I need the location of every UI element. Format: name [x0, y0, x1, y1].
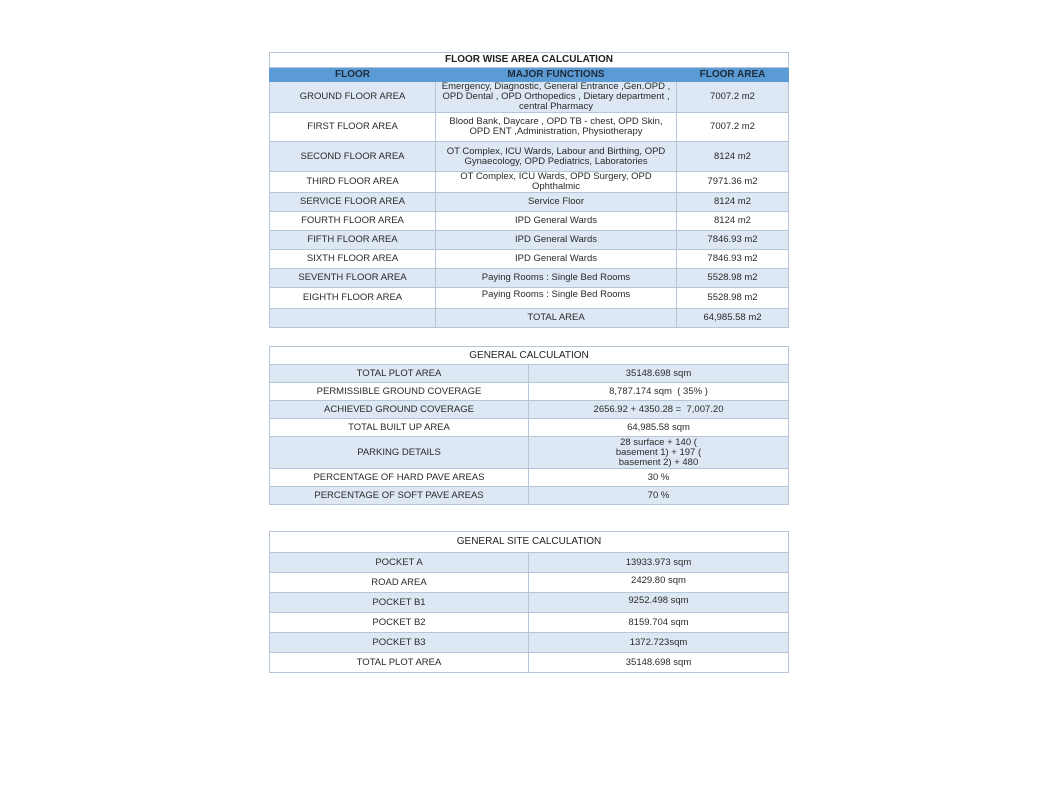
floor-area: 8124 m2: [677, 212, 789, 231]
floor-table-title: FLOOR WISE AREA CALCULATION: [270, 53, 789, 68]
floor-area: 5528.98 m2: [677, 269, 789, 288]
floor-functions: Blood Bank, Daycare , OPD TB - chest, OPD Skin, OPD ENT ,Administration, Physiotherapy: [436, 113, 677, 142]
table-row: [270, 212, 789, 231]
table-row: [270, 419, 789, 437]
header-floor: FLOOR: [270, 68, 436, 82]
floor-name: EIGHTH FLOOR AREA: [270, 288, 436, 309]
floor-functions: IPD General Wards: [436, 231, 677, 250]
table-row: [270, 142, 789, 172]
calc-value: 30 %: [529, 469, 789, 487]
calc-value: 2656.92 + 4350.28 = 7,007.20: [529, 401, 789, 419]
site-value: 1372.723sqm: [529, 633, 789, 653]
calc-value: 70 %: [529, 487, 789, 505]
total-label: TOTAL AREA: [436, 309, 677, 328]
floor-area: 7007.2 m2: [677, 113, 789, 142]
site-label: ROAD AREA: [270, 573, 529, 593]
site-label: POCKET A: [270, 553, 529, 573]
calc-value: 64,985.58 sqm: [529, 419, 789, 437]
calc-label: PERCENTAGE OF HARD PAVE AREAS: [270, 469, 529, 487]
table-row: [270, 437, 789, 469]
table-row: [270, 269, 789, 288]
table-row: [270, 250, 789, 269]
floor-name: SEVENTH FLOOR AREA: [270, 269, 436, 288]
table-row: [270, 113, 789, 142]
floor-functions: OT Complex, ICU Wards, OPD Surgery, OPD Ophthalmic: [436, 172, 677, 193]
header-floor-area: FLOOR AREA: [677, 68, 789, 82]
table-row: [270, 593, 789, 613]
table-row: [270, 653, 789, 673]
total-value: 64,985.58 m2: [677, 309, 789, 328]
floor-area: 7971.36 m2: [677, 172, 789, 193]
table-row: [270, 383, 789, 401]
calc-label: PERCENTAGE OF SOFT PAVE AREAS: [270, 487, 529, 505]
calc-label: PARKING DETAILS: [270, 437, 529, 469]
table-row: [270, 231, 789, 250]
table-row: [270, 82, 789, 113]
general-site-calculation-table: [269, 531, 789, 673]
floor-wise-area-table: [269, 52, 789, 328]
floor-area: 7007.2 m2: [677, 82, 789, 113]
table-row: [270, 553, 789, 573]
calc-value: 35148.698 sqm: [529, 365, 789, 383]
calc-value: 28 surface + 140 ( basement 1) + 197 ( basement 2) + 480: [529, 437, 789, 469]
site-value: 2429.80 sqm: [529, 573, 789, 593]
floor-area: 8124 m2: [677, 142, 789, 172]
site-label: POCKET B3: [270, 633, 529, 653]
table-row: [270, 573, 789, 593]
table-row: [270, 365, 789, 383]
floor-functions: Emergency, Diagnostic, General Entrance ,Gen.OPD , OPD Dental , OPD Orthopedics , Dietary department , central Pharmacy: [436, 82, 677, 113]
floor-name: FOURTH FLOOR AREA: [270, 212, 436, 231]
floor-area: 8124 m2: [677, 193, 789, 212]
calc-label: ACHIEVED GROUND COVERAGE: [270, 401, 529, 419]
floor-name: SERVICE FLOOR AREA: [270, 193, 436, 212]
floor-functions: IPD General Wards: [436, 250, 677, 269]
site-label: POCKET B1: [270, 593, 529, 613]
table-row: [270, 401, 789, 419]
header-major-functions: MAJOR FUNCTIONS: [436, 68, 677, 82]
calc-label: PERMISSIBLE GROUND COVERAGE: [270, 383, 529, 401]
table-row: [270, 487, 789, 505]
calc-label: TOTAL BUILT UP AREA: [270, 419, 529, 437]
floor-functions: Service Floor: [436, 193, 677, 212]
floor-name: FIRST FLOOR AREA: [270, 113, 436, 142]
table-row: [270, 172, 789, 193]
floor-name: SIXTH FLOOR AREA: [270, 250, 436, 269]
calc-label: TOTAL PLOT AREA: [270, 365, 529, 383]
floor-name: FIFTH FLOOR AREA: [270, 231, 436, 250]
site-value: 35148.698 sqm: [529, 653, 789, 673]
floor-name: THIRD FLOOR AREA: [270, 172, 436, 193]
table-row: [270, 469, 789, 487]
calc-value: 8,787.174 sqm ( 35% ): [529, 383, 789, 401]
floor-name: SECOND FLOOR AREA: [270, 142, 436, 172]
table-row: [270, 633, 789, 653]
floor-name: GROUND FLOOR AREA: [270, 82, 436, 113]
total-empty-cell: [270, 309, 436, 328]
site-table-title: GENERAL SITE CALCULATION: [270, 532, 789, 553]
floor-area: 5528.98 m2: [677, 288, 789, 309]
floor-functions: IPD General Wards: [436, 212, 677, 231]
floor-area: 7846.93 m2: [677, 250, 789, 269]
site-value: 9252.498 sqm: [529, 593, 789, 613]
site-label: POCKET B2: [270, 613, 529, 633]
table-row: [270, 613, 789, 633]
site-value: 13933.973 sqm: [529, 553, 789, 573]
total-row: [270, 309, 789, 328]
floor-area: 7846.93 m2: [677, 231, 789, 250]
floor-functions: Paying Rooms : Single Bed Rooms: [436, 288, 677, 309]
general-calculation-table: [269, 346, 789, 505]
floor-functions: Paying Rooms : Single Bed Rooms: [436, 269, 677, 288]
site-label: TOTAL PLOT AREA: [270, 653, 529, 673]
general-table-title: GENERAL CALCULATION: [270, 347, 789, 365]
floor-functions: OT Complex, ICU Wards, Labour and Birthing, OPD Gynaecology, OPD Pediatrics, Laboratories: [436, 142, 677, 172]
table-row: [270, 288, 789, 309]
site-value: 8159.704 sqm: [529, 613, 789, 633]
table-row: [270, 193, 789, 212]
